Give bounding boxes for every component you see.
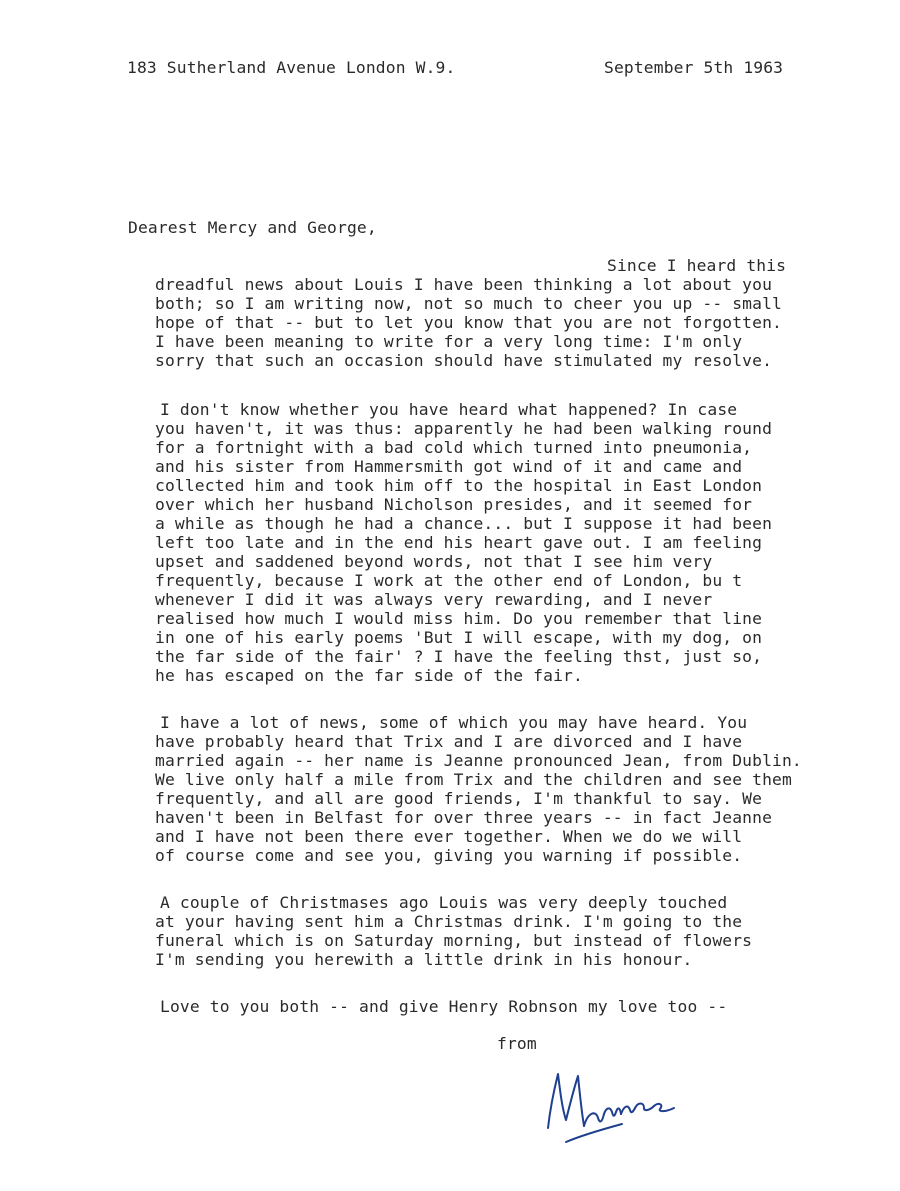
paragraph-3-line: I have a lot of news, some of which you may have heard. You: [160, 713, 748, 732]
paragraph-1-line: I have been meaning to write for a very long time: I'm only: [155, 332, 743, 351]
paragraph-2-line: collected him and took him off to the hospital in East London: [155, 476, 763, 495]
paragraph-2-line: whenever I did it was always very rewarding, and I never: [155, 590, 713, 609]
paragraph-1-line: hope of that -- but to let you know that you are not forgotten.: [155, 313, 782, 332]
paragraph-2-line: he has escaped on the far side of the fair.: [155, 666, 583, 685]
paragraph-1-line: both; so I am writing now, not so much to cheer you up -- small: [155, 294, 782, 313]
paragraph-2-line: left too late and in the end his heart gave out. I am feeling: [155, 533, 763, 552]
paragraph-3-line: have probably heard that Trix and I are divorced and I have: [155, 732, 743, 751]
paragraph-1-line: sorry that such an occasion should have stimulated my resolve.: [155, 351, 773, 370]
paragraph-3-line: frequently, and all are good friends, I'm thankful to say. We: [155, 789, 763, 808]
paragraph-2-line: and his sister from Hammersmith got wind of it and came and: [155, 457, 743, 476]
paragraph-2-line: upset and saddened beyond words, not that I see him very: [155, 552, 713, 571]
paragraph-4-line: funeral which is on Saturday morning, but instead of flowers: [155, 931, 753, 950]
paragraph-2-line: the far side of the fair' ? I have the feeling thst, just so,: [155, 647, 763, 666]
salutation: Dearest Mercy and George,: [128, 218, 377, 237]
paragraph-4-line: at your having sent him a Christmas drink. I'm going to the: [155, 912, 743, 931]
handwritten-signature: [540, 1062, 680, 1152]
paragraph-2-line: I don't know whether you have heard what happened? In case: [160, 400, 738, 419]
paragraph-2-line: in one of his early poems 'But I will escape, with my dog, on: [155, 628, 763, 647]
paragraph-1-line: dreadful news about Louis I have been thinking a lot about you: [155, 275, 773, 294]
paragraph-2-line: a while as though he had a chance... but I suppose it had been: [155, 514, 773, 533]
from-line: from: [497, 1034, 537, 1053]
letter-date: September 5th 1963: [604, 58, 784, 77]
paragraph-2-line: frequently, because I work at the other end of London, bu t: [155, 571, 743, 590]
paragraph-2-line: realised how much I would miss him. Do you remember that line: [155, 609, 763, 628]
paragraph-3-line: haven't been in Belfast for over three years -- in fact Jeanne: [155, 808, 773, 827]
paragraph-3-line: married again -- her name is Jeanne pronounced Jean, from Dublin.: [155, 751, 802, 770]
sender-address: 183 Sutherland Avenue London W.9.: [127, 58, 456, 77]
paragraph-2-line: for a fortnight with a bad cold which turned into pneumonia,: [155, 438, 753, 457]
paragraph-4-line: A couple of Christmases ago Louis was very deeply touched: [160, 893, 728, 912]
closing-line: Love to you both -- and give Henry Robnson my love too --: [160, 997, 728, 1016]
paragraph-2-line: you haven't, it was thus: apparently he had been walking round: [155, 419, 773, 438]
paragraph-1-line: Since I heard this: [607, 256, 787, 275]
paragraph-3-line: and I have not been there ever together. When we do we will: [155, 827, 743, 846]
paragraph-3-line: of course come and see you, giving you warning if possible.: [155, 846, 743, 865]
paragraph-4-line: I'm sending you herewith a little drink in his honour.: [155, 950, 693, 969]
paragraph-2-line: over which her husband Nicholson presides, and it seemed for: [155, 495, 753, 514]
paragraph-3-line: We live only half a mile from Trix and the children and see them: [155, 770, 792, 789]
